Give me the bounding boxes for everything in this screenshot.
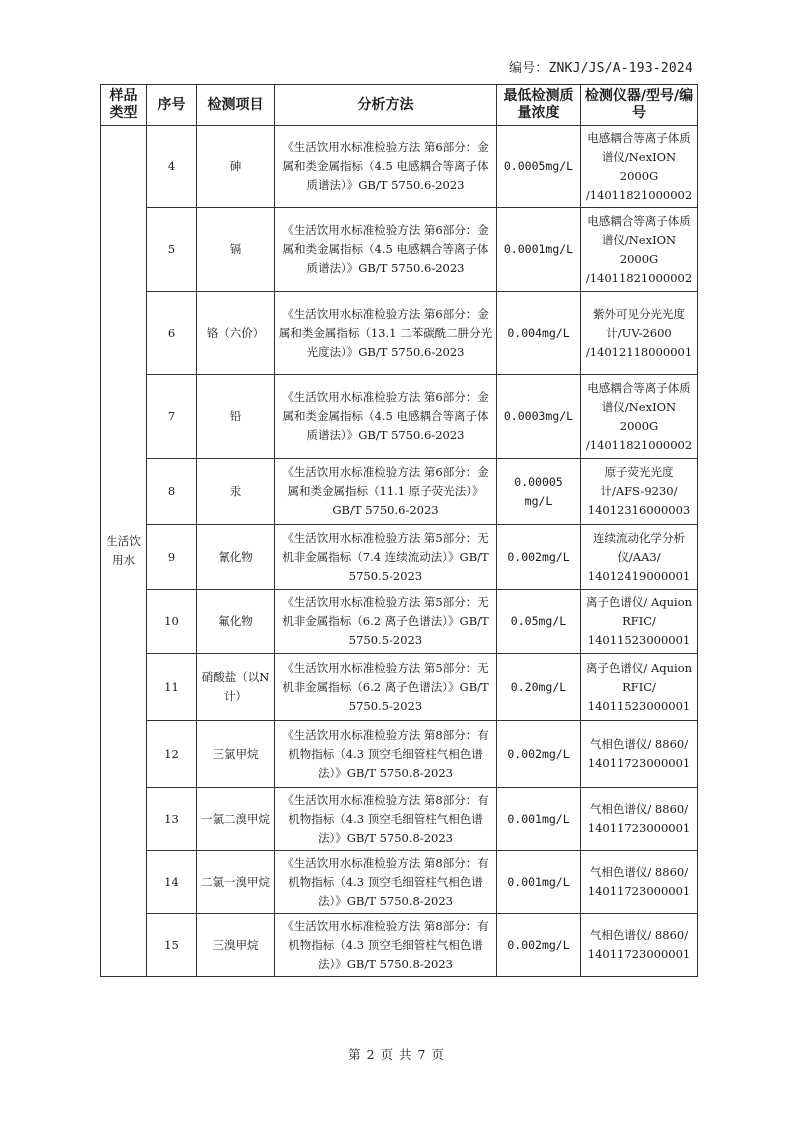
row-instrument: 离子色谱仪/ Aquion RFIC/ 14011523000001 bbox=[581, 654, 698, 721]
row-index: 11 bbox=[147, 654, 197, 721]
row-instrument: 原子荧光光度计/AFS-9230/ 14012316000003 bbox=[581, 459, 698, 525]
table-row bbox=[101, 914, 698, 977]
sample-type-cell: 生活饮用水 bbox=[101, 126, 147, 977]
row-item: 一氯二溴甲烷 bbox=[197, 788, 275, 851]
header-method: 分析方法 bbox=[275, 85, 497, 126]
row-instrument: 气相色谱仪/ 8860/ 14011723000001 bbox=[581, 914, 698, 977]
row-min-conc: 0.20mg/L bbox=[497, 654, 581, 721]
table-row bbox=[101, 721, 698, 788]
row-index: 9 bbox=[147, 525, 197, 590]
row-min-conc: 0.00005 mg/L bbox=[497, 459, 581, 525]
row-index: 12 bbox=[147, 721, 197, 788]
row-item: 镉 bbox=[197, 208, 275, 292]
header-instrument: 检测仪器/型号/编号 bbox=[581, 85, 698, 126]
row-item: 二氯一溴甲烷 bbox=[197, 851, 275, 914]
row-item: 三氯甲烷 bbox=[197, 721, 275, 788]
row-index: 13 bbox=[147, 788, 197, 851]
table-row bbox=[101, 654, 698, 721]
row-index: 7 bbox=[147, 375, 197, 459]
header-index: 序号 bbox=[147, 85, 197, 126]
header-sample-type: 样品类型 bbox=[101, 85, 147, 126]
row-item: 三溴甲烷 bbox=[197, 914, 275, 977]
header-row bbox=[101, 85, 698, 126]
row-instrument: 连续流动化学分析仪/AA3/ 14012419000001 bbox=[581, 525, 698, 590]
table-row bbox=[101, 208, 698, 292]
row-min-conc: 0.002mg/L bbox=[497, 525, 581, 590]
row-method: 《生活饮用水标准检验方法 第8部分：有机物指标（4.3 顶空毛细管柱气相色谱法）》GB/T 5750.8-2023 bbox=[275, 914, 497, 977]
row-item: 氰化物 bbox=[197, 525, 275, 590]
row-index: 6 bbox=[147, 292, 197, 375]
table-row bbox=[101, 525, 698, 590]
table-row bbox=[101, 459, 698, 525]
row-instrument: 气相色谱仪/ 8860/ 14011723000001 bbox=[581, 851, 698, 914]
table-header bbox=[101, 85, 698, 126]
table-row bbox=[101, 590, 698, 654]
row-min-conc: 0.002mg/L bbox=[497, 914, 581, 977]
row-method: 《生活饮用水标准检验方法 第6部分：金属和类金属指标（4.5 电感耦合等离子体质谱法）》GB/T 5750.6-2023 bbox=[275, 375, 497, 459]
row-instrument: 电感耦合等离子体质谱仪/NexION 2000G /14011821000002 bbox=[581, 208, 698, 292]
page-number: 第 2 页 共 7 页 bbox=[348, 1047, 445, 1062]
row-instrument: 气相色谱仪/ 8860/ 14011723000001 bbox=[581, 721, 698, 788]
row-min-conc: 0.001mg/L bbox=[497, 851, 581, 914]
row-method: 《生活饮用水标准检验方法 第6部分：金属和类金属指标（4.5 电感耦合等离子体质谱法）》GB/T 5750.6-2023 bbox=[275, 126, 497, 208]
row-instrument: 电感耦合等离子体质谱仪/NexION 2000G /14011821000002 bbox=[581, 375, 698, 459]
row-method: 《生活饮用水标准检验方法 第6部分：金属和类金属指标（4.5 电感耦合等离子体质谱法）》GB/T 5750.6-2023 bbox=[275, 208, 497, 292]
row-method: 《生活饮用水标准检验方法 第8部分：有机物指标（4.3 顶空毛细管柱气相色谱法）》GB/T 5750.8-2023 bbox=[275, 851, 497, 914]
row-index: 14 bbox=[147, 851, 197, 914]
row-index: 4 bbox=[147, 126, 197, 208]
header-item: 检测项目 bbox=[197, 85, 275, 126]
table-row bbox=[101, 851, 698, 914]
row-method: 《生活饮用水标准检验方法 第8部分：有机物指标（4.3 顶空毛细管柱气相色谱法）》GB/T 5750.8-2023 bbox=[275, 788, 497, 851]
row-item: 汞 bbox=[197, 459, 275, 525]
row-instrument: 紫外可见分光光度计/UV-2600 /14012118000001 bbox=[581, 292, 698, 375]
test-methods-table bbox=[100, 84, 698, 977]
row-index: 10 bbox=[147, 590, 197, 654]
row-item: 氟化物 bbox=[197, 590, 275, 654]
header-min-conc: 最低检测质量浓度 bbox=[497, 85, 581, 126]
row-index: 8 bbox=[147, 459, 197, 525]
row-item: 铅 bbox=[197, 375, 275, 459]
row-item: 铬（六价） bbox=[197, 292, 275, 375]
row-instrument: 离子色谱仪/ Aquion RFIC/ 14011523000001 bbox=[581, 590, 698, 654]
row-item: 硝酸盐（以N计） bbox=[197, 654, 275, 721]
table-row bbox=[101, 126, 698, 208]
row-method: 《生活饮用水标准检验方法 第5部分：无机非金属指标（6.2 离子色谱法）》GB/T 5750.5-2023 bbox=[275, 590, 497, 654]
row-instrument: 气相色谱仪/ 8860/ 14011723000001 bbox=[581, 788, 698, 851]
table-row bbox=[101, 292, 698, 375]
row-min-conc: 0.0005mg/L bbox=[497, 126, 581, 208]
row-min-conc: 0.001mg/L bbox=[497, 788, 581, 851]
row-method: 《生活饮用水标准检验方法 第6部分：金属和类金属指标（11.1 原子荧光法）》GB/T 5750.6-2023 bbox=[275, 459, 497, 525]
row-min-conc: 0.05mg/L bbox=[497, 590, 581, 654]
table-row bbox=[101, 788, 698, 851]
row-index: 5 bbox=[147, 208, 197, 292]
row-min-conc: 0.002mg/L bbox=[497, 721, 581, 788]
row-instrument: 电感耦合等离子体质谱仪/NexION 2000G /14011821000002 bbox=[581, 126, 698, 208]
table-body bbox=[101, 126, 698, 977]
row-min-conc: 0.004mg/L bbox=[497, 292, 581, 375]
row-method: 《生活饮用水标准检验方法 第6部分：金属和类金属指标（13.1 二苯碳酰二肼分光光度法）》GB/T 5750.6-2023 bbox=[275, 292, 497, 375]
row-item: 砷 bbox=[197, 126, 275, 208]
row-index: 15 bbox=[147, 914, 197, 977]
document-number: 编号：ZNKJ/JS/A-193-2024 bbox=[508, 61, 693, 76]
row-min-conc: 0.0001mg/L bbox=[497, 208, 581, 292]
row-min-conc: 0.0003mg/L bbox=[497, 375, 581, 459]
row-method: 《生活饮用水标准检验方法 第8部分：有机物指标（4.3 顶空毛细管柱气相色谱法）》GB/T 5750.8-2023 bbox=[275, 721, 497, 788]
row-method: 《生活饮用水标准检验方法 第5部分：无机非金属指标（7.4 连续流动法）》GB/T 5750.5-2023 bbox=[275, 525, 497, 590]
row-method: 《生活饮用水标准检验方法 第5部分：无机非金属指标（6.2 离子色谱法）》GB/T 5750.5-2023 bbox=[275, 654, 497, 721]
table-row bbox=[101, 375, 698, 459]
